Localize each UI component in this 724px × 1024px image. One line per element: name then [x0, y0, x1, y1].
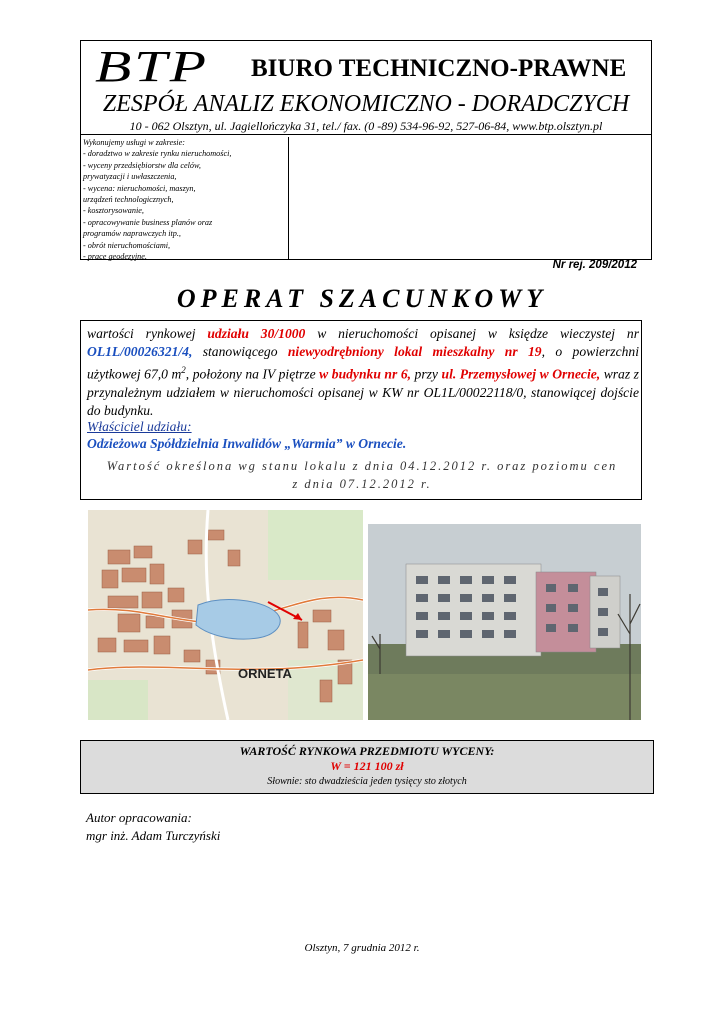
author-name: mgr inż. Adam Turczyński — [86, 828, 221, 843]
services-line: - obrót nieruchomościami, — [83, 240, 171, 250]
place-and-date: Olsztyn, 7 grudnia 2012 r. — [304, 942, 420, 954]
services-line: - wyceny przedsiębiorstw dla celów, — [83, 160, 201, 170]
author-label: Autor opracowania: — [86, 810, 192, 825]
desc-part: wartości rynkowej — [87, 326, 208, 341]
services-line: - prace geodezyjne. — [83, 252, 147, 262]
desc-part: w nieruchomości opisanej w księdze wieczystej nr — [305, 326, 639, 341]
services-list — [83, 137, 289, 260]
services-line: - kosztorysowanie, — [83, 206, 144, 216]
valuation-date — [87, 457, 637, 493]
street-address: ul. Przemysłowej w Ornecie, — [441, 366, 601, 382]
description-box — [80, 320, 642, 500]
land-register-number: OL1L/00026321/4, — [87, 344, 193, 359]
btp-logo: BTP — [95, 42, 209, 91]
desc-part: , o powierzchni użytkowej 67,0 m — [87, 344, 640, 382]
location-map — [88, 510, 363, 720]
document-title: OPERAT SZACUNKOWY — [176, 284, 548, 313]
services-line: urządzeń technologicznych, — [83, 195, 174, 205]
building-photo — [368, 524, 641, 720]
company-header — [80, 40, 652, 271]
services-line: Wykonujemy usługi w zakresie: — [83, 138, 185, 147]
desc-part: stanowiącego — [192, 344, 288, 359]
services-line: - opracowywanie business planów oraz — [83, 217, 213, 227]
share-value: udziału 30/1000 — [207, 326, 306, 341]
services-line: - doradztwo w zakresie rynku nieruchomości, — [83, 149, 232, 159]
desc-part: , położony na IV piętrze — [185, 366, 320, 382]
valuation-date-line: Wartość określona wg stanu lokalu z dnia 04.12.2012 r. oraz poziomu cen — [106, 459, 618, 473]
apartment-designation: niewyodrębniony lokal mieszkalny nr 19 — [287, 344, 542, 359]
market-value-words: Słownie: sto dwadzieścia jeden tysięcy sto złotych — [267, 776, 467, 787]
owner-label: Właściciel udziału: — [87, 419, 192, 434]
map-graphic — [88, 510, 363, 720]
superscript: 2 — [181, 365, 186, 375]
market-value-amount: W = 121 100 zł — [330, 759, 404, 773]
desc-part: wraz z przynależnym udziałem w nieruchomości opisanej w KW nr OL1L/00022118/0, stanowiącej dojście do budynku. — [87, 366, 639, 418]
company-name: BIURO TECHNICZNO-PRAWNE — [251, 55, 627, 82]
company-address: 10 - 062 Olsztyn, ul. Jagiellończyka 31, tel./ fax. (0 -89) 534-96-92, 527-06-84, www.btp.olsztyn.pl — [129, 119, 603, 133]
registration-number: Nr rej. 209/2012 — [552, 259, 637, 271]
description-text — [87, 325, 639, 420]
desc-part: przy — [411, 366, 442, 382]
market-value-box — [80, 740, 654, 794]
market-value-heading: WARTOŚĆ RYNKOWA PRZEDMIOTU WYCENY: — [239, 744, 495, 758]
company-subtitle: ZESPÓŁ ANALIZ EKONOMICZNO - DORADCZYCH — [102, 91, 630, 117]
valuation-date-line: z dnia 07.12.2012 r. — [292, 477, 432, 491]
photo-graphic — [368, 524, 641, 720]
header-divider — [81, 134, 651, 135]
services-line: programów naprawczych itp., — [83, 229, 181, 239]
map-town-label: ORNETA — [238, 666, 292, 681]
building-number: w budynku nr 6, — [319, 366, 412, 382]
services-line: - wycena: nieruchomości, maszyn, — [83, 183, 196, 193]
services-line: prywatyzacji i uwłaszczenia, — [83, 172, 177, 182]
owner-name: Odzieżowa Spółdzielnia Inwalidów „Warmia” w Ornecie. — [87, 436, 407, 451]
